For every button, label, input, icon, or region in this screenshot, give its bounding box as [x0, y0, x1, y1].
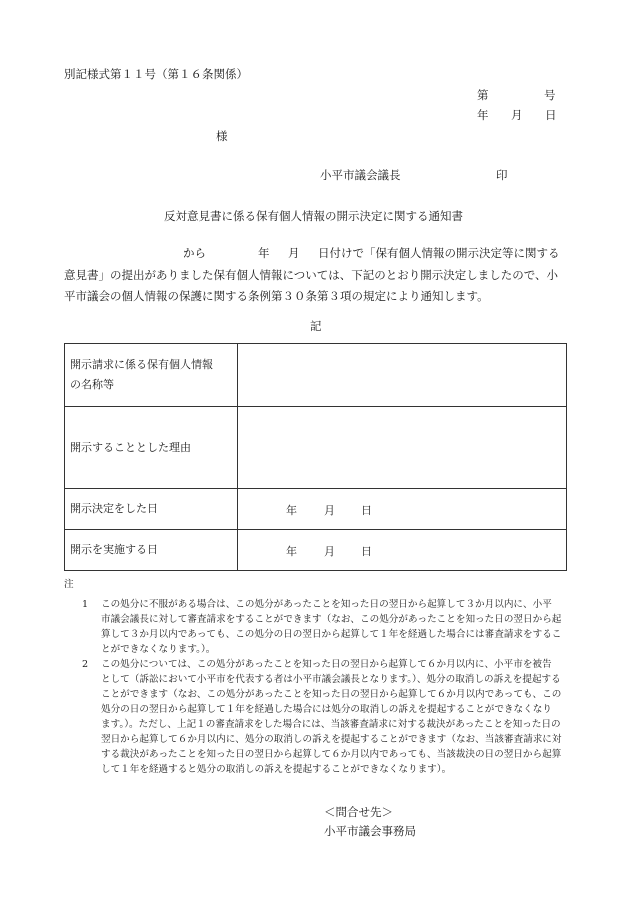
contact-heading: ＜問合せ先＞ [324, 805, 393, 819]
decision-date-day: 日 [361, 504, 372, 517]
note-line: する裁決があったことを知った日の翌日から起算して６か月以内であっても、当該裁決の日の翌日から起算 [101, 749, 562, 760]
row-value-info-name[interactable] [238, 344, 567, 407]
document-title: 反対意見書に係る保有個人情報の開示決定に関する通知書 [164, 209, 463, 223]
note-item-1 [82, 597, 572, 657]
sender-name: 小平市議会議長 [320, 168, 401, 182]
row-value-decision-date[interactable] [238, 489, 567, 530]
note-line: ことができます（なお、この処分があったことを知った日の翌日から起算して６か月以内であっても、この [101, 689, 562, 700]
notes-heading: 注 [64, 579, 74, 590]
note-line: 翌日から起算して６か月以内に、処分の取消しの訴えを提起することができます（なお、当該審査請求に対 [101, 734, 562, 745]
note-line: して１年を経過すると処分の取消しの訴えを提起することができなくなります）。 [101, 764, 452, 775]
row-label-line: 開示請求に係る保有個人情報 [70, 358, 213, 371]
disclosure-table [64, 343, 567, 571]
date-month: 月 [511, 108, 523, 122]
body-kara: から [183, 246, 206, 260]
table-row [65, 530, 567, 571]
note-item-2 [82, 657, 572, 777]
decision-date-month: 月 [324, 504, 335, 517]
seal-mark: 印 [496, 168, 508, 182]
date-year: 年 [477, 108, 489, 122]
body-line2: 意見書」の提出がありました保有個人情報については、下記のとおり開示決定しましたので、小 [64, 268, 559, 282]
contact-office: 小平市議会事務局 [324, 824, 416, 838]
table-row [65, 344, 567, 407]
row-value-reason[interactable] [238, 407, 567, 489]
body-month: 月 [288, 246, 300, 260]
body-year: 年 [258, 246, 270, 260]
recipient-sama: 様 [216, 129, 228, 143]
note-line: 市議会議長に対して審査請求をすることができます（なお、この処分があったことを知った日の翌日から起 [101, 614, 562, 625]
note-line: ます。）。ただし、上記１の審査請求をした場合には、当該審査請求に対する裁決があったことを知った日の [101, 719, 561, 730]
form-number: 別記様式第１１号（第１６条関係） [64, 67, 248, 81]
row-label-reason: 開示することとした理由 [65, 407, 238, 489]
note-line: として（訴訟において小平市を代表する者は小平市議会議長となります。）、処分の取消しの訴えを提起する [101, 674, 561, 685]
note-line: この処分については、この処分があったことを知った日の翌日から起算して６か月以内に、小平市を被告 [101, 659, 552, 670]
row-label-info-name [65, 344, 238, 407]
implementation-date-day: 日 [361, 545, 372, 558]
row-value-implementation-date[interactable] [238, 530, 567, 571]
table-row [65, 407, 567, 489]
table-row [65, 489, 567, 530]
doc-number-go: 号 [544, 88, 556, 102]
implementation-date-month: 月 [324, 545, 335, 558]
date-day: 日 [545, 108, 557, 122]
note-number: 1 [82, 599, 89, 610]
note-number: 2 [82, 659, 89, 670]
doc-number-dai: 第 [477, 88, 489, 102]
note-line: 算して３か月以内であっても、この処分の日の翌日から起算して１年を経過した場合には審査請求をするこ [101, 629, 562, 640]
decision-date-year: 年 [286, 504, 297, 517]
body-line3: 平市議会の個人情報の保護に関する条例第３０条第３項の規定により通知します。 [64, 289, 489, 303]
ki-heading: 記 [310, 319, 322, 333]
implementation-date-year: 年 [286, 545, 297, 558]
row-label-line: の名称等 [70, 378, 114, 391]
note-line: とができなくなります。）。 [101, 644, 216, 655]
row-label-implementation-date: 開示を実施する日 [65, 530, 238, 571]
body-line1-rest: 日付けで「保有個人情報の開示決定等に関する [318, 246, 560, 260]
note-line: この処分に不服がある場合は、この処分があったことを知った日の翌日から起算して３か月以内に、小平 [101, 599, 552, 610]
note-line: 処分の日の翌日から起算して１年を経過した場合には処分の取消しの訴えを提起することができなくなり [101, 704, 552, 715]
row-label-decision-date: 開示決定をした日 [65, 489, 238, 530]
